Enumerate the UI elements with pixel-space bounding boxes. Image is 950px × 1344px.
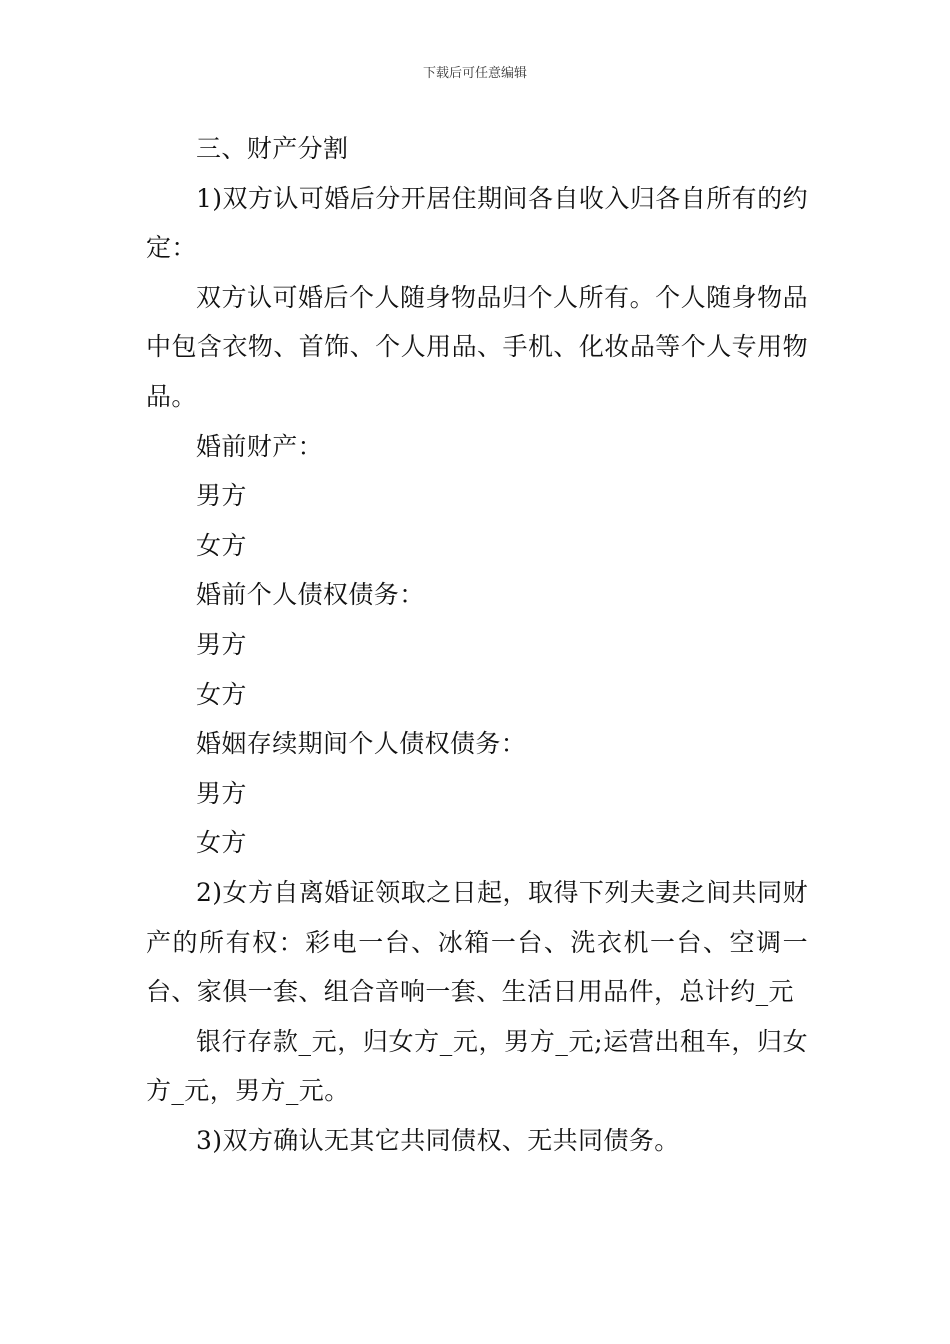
bank-deposit-paragraph: 银行存款_元，归女方_元，男方_元;运营出租车，归女方_元，男方_元。 xyxy=(146,1026,808,1106)
personal-items-paragraph: 双方认可婚后个人随身物品归个人所有。个人随身物品中包含衣物、首饰、个人用品、手机、化妆品等个人专用物品。 xyxy=(146,282,808,411)
premarital-property-label: 婚前财产： xyxy=(196,431,324,461)
clause-1: 1)双方认可婚后分开居住期间各自收入归各自所有的约定： xyxy=(146,183,808,263)
premarital-debt-male: 男方 xyxy=(196,629,247,659)
premarital-debt-female: 女方 xyxy=(196,679,247,709)
marriage-debt-male: 男方 xyxy=(196,778,247,808)
marriage-debt-female: 女方 xyxy=(196,828,247,858)
premarital-property-female: 女方 xyxy=(196,530,247,560)
clause-2: 2)女方自离婚证领取之日起，取得下列夫妻之间共同财产的所有权：彩电一台、冰箱一台、洗衣机一台、空调一台、家俱一套、组合音响一套、生活日用品件，总计约_元 xyxy=(146,877,808,1007)
premarital-property-male: 男方 xyxy=(196,481,247,511)
section-heading: 三、财产分割 xyxy=(196,134,349,163)
marriage-debt-label: 婚姻存续期间个人债权债务： xyxy=(196,729,527,759)
document-body xyxy=(146,124,808,1165)
page-header: 下载后可任意编辑 xyxy=(422,66,527,81)
premarital-debt-label: 婚前个人债权债务： xyxy=(196,580,425,610)
clause-3: 3)双方确认无其它共同债权、无共同债务。 xyxy=(196,1125,680,1155)
